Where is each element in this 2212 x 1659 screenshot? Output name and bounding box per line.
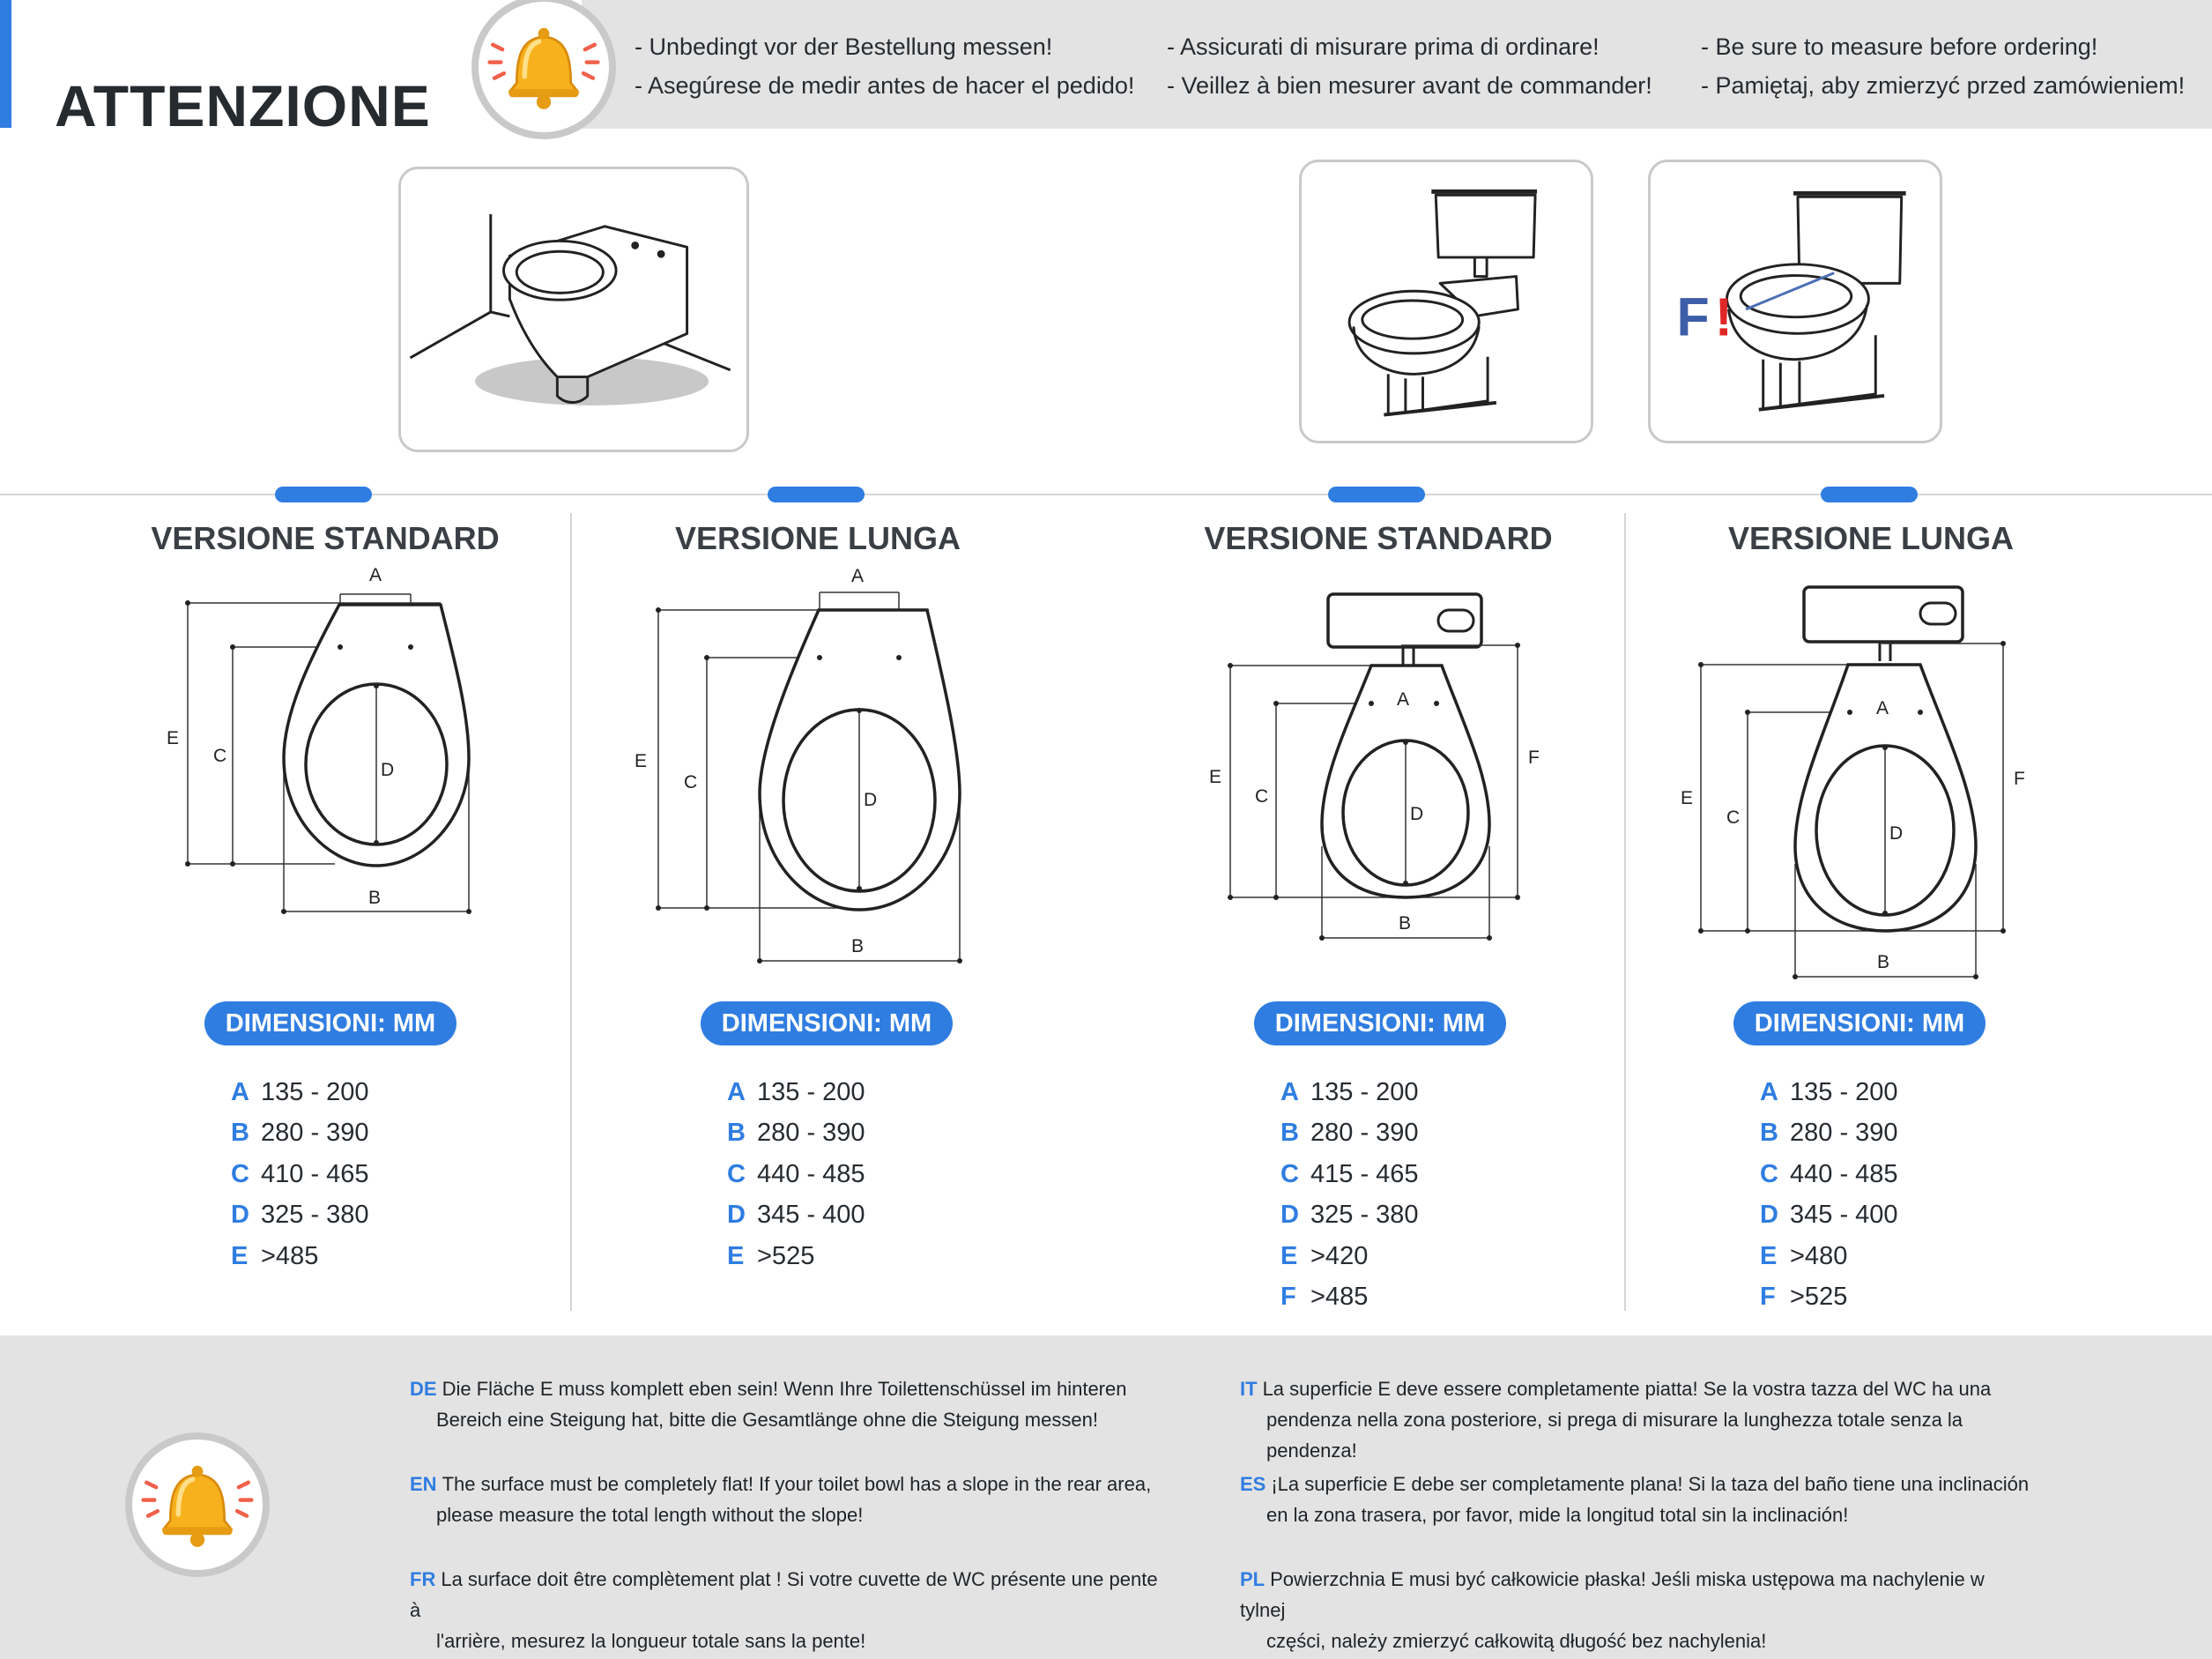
dimension-row xyxy=(1280,1276,1419,1317)
dimension-row xyxy=(727,1112,865,1153)
note-pl xyxy=(1240,1564,2033,1656)
wall-hung-toilet-card xyxy=(398,167,749,452)
dimension-row xyxy=(231,1072,369,1112)
page-title: ATTENZIONE xyxy=(55,73,431,138)
note-line: La superficie E deve essere completamente piatta! Se la vostra tazza del WC ha una xyxy=(1262,1378,1992,1400)
dimension-value: >480 xyxy=(1790,1241,1848,1270)
measurement-diagram-standard-tank xyxy=(1199,582,1551,943)
dimension-value: 325 - 380 xyxy=(261,1201,369,1230)
dimension-row xyxy=(1760,1072,1898,1112)
dimension-value: 410 - 465 xyxy=(261,1159,369,1188)
dimension-row xyxy=(727,1154,865,1194)
note-line: please measure the total length without the slope! xyxy=(436,1504,864,1526)
warning-band xyxy=(582,0,2212,129)
dimension-letter: D xyxy=(231,1201,249,1230)
language-code: PL xyxy=(1240,1568,1266,1590)
dimension-row xyxy=(231,1236,369,1276)
f-label: F xyxy=(1676,286,1710,347)
label-a: A xyxy=(369,565,382,585)
note-line: Powierzchnia E musi być całkowicie płaska! Jeśli miska ustępowa ma nachylenie w tylnej xyxy=(1240,1568,1985,1621)
dimension-value: 440 - 485 xyxy=(757,1159,865,1188)
dimension-letter: D xyxy=(727,1201,746,1230)
dimension-row xyxy=(1760,1236,1898,1276)
label-e: E xyxy=(1681,788,1694,808)
dimensions-badge: DIMENSIONI: MM xyxy=(701,1001,953,1045)
language-code: IT xyxy=(1240,1378,1258,1400)
note-de xyxy=(410,1373,1168,1435)
column-marker xyxy=(768,487,865,502)
dimension-row xyxy=(1760,1194,1898,1235)
label-e: E xyxy=(635,751,648,771)
dimension-value: 280 - 390 xyxy=(757,1119,865,1148)
accent-bar xyxy=(0,0,11,128)
label-c: C xyxy=(684,772,698,792)
dimension-value: >485 xyxy=(261,1241,319,1270)
dimension-value: 415 - 465 xyxy=(1310,1159,1419,1188)
label-f: F xyxy=(1528,748,1540,768)
dimension-letter: F xyxy=(1760,1282,1776,1311)
dimension-value: 280 - 390 xyxy=(261,1119,369,1148)
dimension-value: 135 - 200 xyxy=(757,1078,865,1106)
dimension-value: 345 - 400 xyxy=(757,1201,865,1230)
note-line: en la zona trasera, por favor, mide la longitud total sin la inclinación! xyxy=(1266,1504,1849,1526)
warning-es: - Asegúrese de medir antes de hacer el pedido! xyxy=(635,72,1135,99)
dimension-letter: D xyxy=(1280,1201,1299,1230)
tank-toilet-icon xyxy=(1302,162,1591,441)
label-d: D xyxy=(1889,823,1904,844)
dimension-letter: B xyxy=(1280,1119,1299,1148)
label-c: C xyxy=(1255,786,1269,807)
warning-de: - Unbedingt vor der Bestellung messen! xyxy=(635,33,1053,60)
label-d: D xyxy=(1410,804,1424,824)
dimensions-badge: DIMENSIONI: MM xyxy=(1254,1001,1506,1045)
label-b: B xyxy=(1399,913,1412,934)
dimension-letter: E xyxy=(231,1241,249,1270)
dimension-list-long-wall xyxy=(727,1072,865,1276)
note-line: Die Fläche E muss komplett eben sein! Wenn Ihre Toilettenschüssel im hinteren xyxy=(442,1378,1127,1400)
note-line: The surface must be completely flat! If your toilet bowl has a slope in the rear area, xyxy=(442,1473,1152,1495)
note-line: ¡La superficie E debe ser completamente plana! Si la taza del baño tiene una inclinación xyxy=(1271,1473,2030,1495)
warning-fr: - Veillez à bien mesurer avant de commander! xyxy=(1167,72,1652,99)
dimension-row xyxy=(1280,1236,1419,1276)
dimension-letter: C xyxy=(1280,1159,1299,1188)
dimension-letter: B xyxy=(231,1119,249,1148)
note-it xyxy=(1240,1373,2033,1466)
measurement-diagram-long-wall xyxy=(629,555,964,970)
dimension-list-standard-tank xyxy=(1280,1072,1419,1317)
note-fr xyxy=(410,1564,1168,1656)
label-d: D xyxy=(864,790,878,810)
dimension-letter: A xyxy=(231,1078,249,1106)
language-code: FR xyxy=(410,1568,436,1590)
dimensions-badge: DIMENSIONI: MM xyxy=(204,1001,457,1045)
column-marker xyxy=(275,487,372,502)
label-a: A xyxy=(1876,698,1889,718)
dimension-value: 280 - 390 xyxy=(1310,1119,1419,1148)
measurement-diagram-standard-wall xyxy=(159,555,494,926)
measurement-diagram-long-tank xyxy=(1670,573,2040,987)
dimension-value: 325 - 380 xyxy=(1310,1201,1419,1230)
label-d: D xyxy=(381,760,395,780)
label-f: F xyxy=(2014,769,2025,789)
label-e: E xyxy=(167,728,180,748)
f-warning-mark: ! xyxy=(1714,286,1733,347)
language-code: DE xyxy=(410,1378,437,1400)
dimension-row xyxy=(1760,1276,1898,1317)
dimension-row xyxy=(1280,1154,1419,1194)
dimension-row xyxy=(1280,1112,1419,1153)
dimension-row xyxy=(231,1112,369,1153)
dimension-value: 345 - 400 xyxy=(1790,1201,1898,1230)
column-title: VERSIONE STANDARD xyxy=(151,520,500,556)
column-marker xyxy=(1328,487,1425,502)
label-e: E xyxy=(1209,767,1222,787)
column-marker xyxy=(1821,487,1918,502)
dimension-row xyxy=(727,1236,865,1276)
column-title: VERSIONE STANDARD xyxy=(1204,520,1553,556)
dimension-row xyxy=(231,1194,369,1235)
column-divider xyxy=(1624,513,1626,1311)
note-line: pendenza nella zona posteriore, si prega di misurare la lunghezza totale senza la pendenza! xyxy=(1266,1409,1963,1462)
warning-en: - Be sure to measure before ordering! xyxy=(1701,33,2098,60)
label-b: B xyxy=(1877,952,1890,972)
dimension-value: >420 xyxy=(1310,1241,1369,1270)
dimension-letter: A xyxy=(1760,1078,1778,1106)
language-code: EN xyxy=(410,1473,437,1495)
label-c: C xyxy=(213,746,227,766)
label-b: B xyxy=(368,888,382,908)
dimension-row xyxy=(1760,1154,1898,1194)
label-b: B xyxy=(851,936,865,956)
label-a: A xyxy=(851,566,865,586)
label-c: C xyxy=(1726,807,1741,828)
label-a: A xyxy=(1397,689,1410,710)
column-title: VERSIONE LUNGA xyxy=(1727,520,2015,556)
dimension-value: 135 - 200 xyxy=(1310,1078,1419,1106)
warning-it: - Assicurati di misurare prima di ordinare! xyxy=(1167,33,1600,60)
note-line: Bereich eine Steigung hat, bitte die Gesamtlänge ohne die Steigung messen! xyxy=(436,1409,1098,1431)
dimension-value: >525 xyxy=(1790,1282,1848,1311)
dimension-letter: C xyxy=(1760,1159,1778,1188)
bell-icon xyxy=(471,0,616,139)
dimension-row xyxy=(727,1072,865,1112)
dimension-letter: F xyxy=(1280,1282,1296,1311)
dimension-letter: B xyxy=(727,1119,746,1148)
note-line: La surface doit être complètement plat ! Si votre cuvette de WC présente une pente à xyxy=(410,1568,1158,1621)
dimension-letter: E xyxy=(1280,1241,1298,1270)
note-en xyxy=(410,1469,1168,1530)
dimension-row xyxy=(1280,1194,1419,1235)
dimension-letter: B xyxy=(1760,1119,1778,1148)
dimension-value: >525 xyxy=(757,1241,815,1270)
dimension-list-long-tank xyxy=(1760,1072,1898,1317)
dimension-value: 135 - 200 xyxy=(261,1078,369,1106)
column-title: VERSIONE LUNGA xyxy=(674,520,961,556)
dimension-value: >485 xyxy=(1310,1282,1369,1311)
dimension-value: 440 - 485 xyxy=(1790,1159,1898,1188)
dimension-letter: A xyxy=(727,1078,746,1106)
dimension-list-standard-wall xyxy=(231,1072,369,1276)
dimension-row xyxy=(231,1154,369,1194)
warning-pl: - Pamiętaj, aby zmierzyć przed zamówieniem! xyxy=(1701,72,2186,99)
bell-icon xyxy=(125,1432,270,1577)
dimension-row xyxy=(1280,1072,1419,1112)
tank-toilet-f-icon xyxy=(1651,162,1940,441)
dimension-letter: E xyxy=(1760,1241,1778,1270)
tank-toilet-f-card xyxy=(1648,160,1942,443)
note-es xyxy=(1240,1469,2033,1530)
language-code: ES xyxy=(1240,1473,1266,1495)
tank-toilet-card xyxy=(1299,160,1593,443)
dimension-row xyxy=(1760,1112,1898,1153)
note-line: części, należy zmierzyć całkowitą długość bez nachylenia! xyxy=(1266,1630,1767,1652)
dimensions-badge: DIMENSIONI: MM xyxy=(1733,1001,1986,1045)
dimension-letter: C xyxy=(727,1159,746,1188)
note-line: l'arrière, mesurez la longueur totale sans la pente! xyxy=(436,1630,866,1652)
wall-hung-toilet-icon xyxy=(401,169,746,450)
dimension-value: 135 - 200 xyxy=(1790,1078,1898,1106)
dimension-letter: A xyxy=(1280,1078,1299,1106)
dimension-letter: D xyxy=(1760,1201,1778,1230)
dimension-letter: C xyxy=(231,1159,249,1188)
dimension-row xyxy=(727,1194,865,1235)
dimension-letter: E xyxy=(727,1241,745,1270)
dimension-value: 280 - 390 xyxy=(1790,1119,1898,1148)
column-divider xyxy=(570,513,572,1311)
